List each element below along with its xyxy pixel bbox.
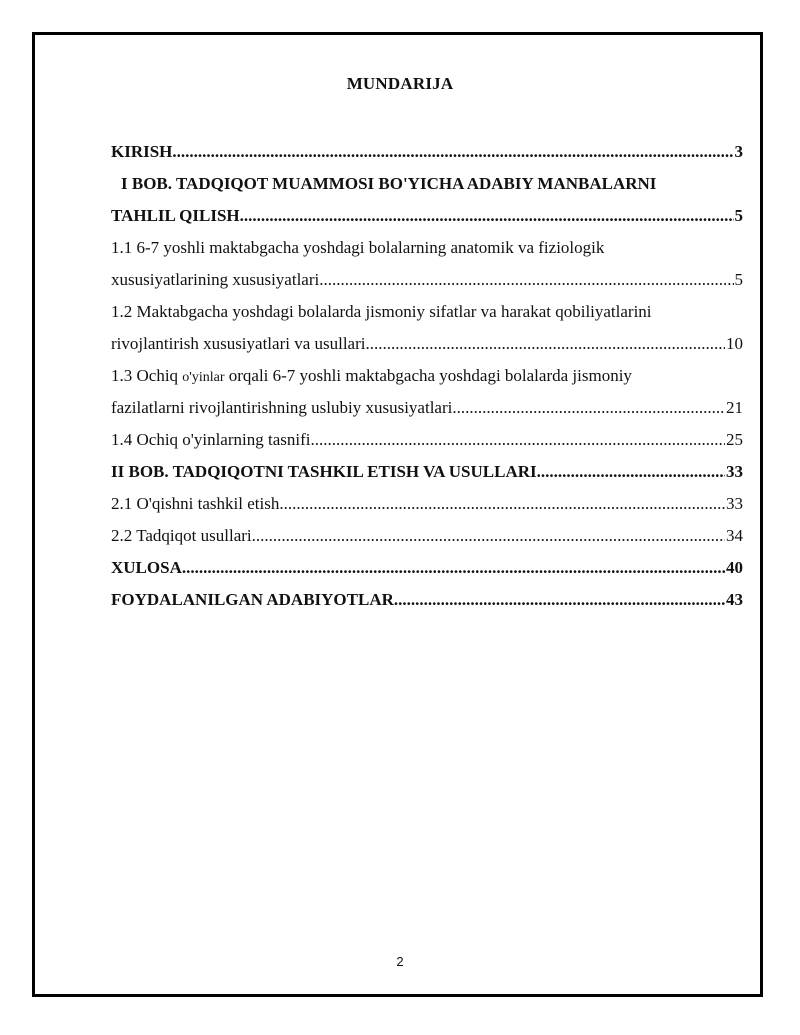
toc-entry-page: 21 <box>726 398 743 417</box>
toc-entry-page: 3 <box>734 142 743 161</box>
toc-entry-page: 40 <box>726 558 743 577</box>
page-number: 2 <box>396 954 404 969</box>
toc-entry-page: 5 <box>734 270 743 289</box>
toc-entry-label: fazilatlarni rivojlantirishning uslubiy xususiyatlari <box>111 398 453 417</box>
toc-entry-1-4[interactable] <box>111 424 743 456</box>
toc-entry-label: xususiyatlarining xususiyatlari <box>111 270 320 289</box>
toc-entry-label: KIRISH <box>111 142 173 161</box>
toc-entry-label: I BOB. TADQIQOT MUAMMOSI BO'YICHA ADABIY MANBALARNI <box>121 174 657 193</box>
toc-entry-label: rivojlantirish xususiyatlari va usullari <box>111 334 366 353</box>
toc-entry-page: 34 <box>726 526 743 545</box>
dot-leader <box>366 328 726 360</box>
toc-entry-page: 25 <box>726 430 743 449</box>
toc-entry-label-small: o'yinlar <box>182 370 225 385</box>
dot-leader <box>452 392 725 424</box>
toc-entry-xulosa[interactable] <box>111 552 743 584</box>
toc-entry-2-1[interactable] <box>111 488 743 520</box>
toc-title: MUNDARIJA <box>346 74 454 93</box>
toc-entry-page: 33 <box>726 462 743 481</box>
toc-entry-1-3-line2[interactable] <box>111 392 743 424</box>
toc-entry-1-2-line2[interactable] <box>111 328 743 360</box>
dot-leader <box>310 424 725 456</box>
toc-entry-page: 10 <box>726 334 743 353</box>
toc-entry-kirish[interactable] <box>111 136 743 168</box>
toc-entry-label: 1.4 Ochiq o'yinlarning tasnifi <box>111 430 311 449</box>
toc-entry-2-2[interactable] <box>111 520 743 552</box>
toc-entry-label: XULOSA <box>111 558 182 577</box>
toc-entry-adabiyotlar[interactable] <box>111 584 743 616</box>
toc-entry-page: 43 <box>726 590 743 609</box>
dot-leader <box>252 520 725 552</box>
toc-entry-label: 2.2 Tadqiqot usullari <box>111 526 252 545</box>
toc-entry-label <box>111 360 632 394</box>
toc-entry-1-1-line2[interactable] <box>111 264 743 296</box>
toc-entry-label-pre: 1.3 Ochiq <box>111 366 183 385</box>
dot-leader <box>279 488 725 520</box>
toc-entry-label: 1.1 6-7 yoshli maktabgacha yoshdagi bolalarning anatomik va fiziologik <box>111 238 605 257</box>
toc-entry-label: 1.2 Maktabgacha yoshdagi bolalarda jismoniy sifatlar va harakat qobiliyatlarini <box>111 302 652 321</box>
toc-entry-label: II BOB. TADQIQOTNI TASHKIL ETISH VA USULLARI <box>111 462 537 481</box>
dot-leader <box>240 200 734 232</box>
toc-entry-bob1-line1[interactable] <box>111 168 743 200</box>
toc-entry-bob2[interactable] <box>111 456 743 488</box>
toc-entry-label: FOYDALANILGAN ADABIYOTLAR <box>111 590 394 609</box>
toc-entry-1-1-line1[interactable] <box>111 232 743 264</box>
toc-entry-1-2-line1[interactable] <box>111 296 743 328</box>
toc-entry-bob1-line2[interactable] <box>111 200 743 232</box>
toc-entry-label-post: orqali 6-7 yoshli maktabgacha yoshdagi bolalarda jismoniy <box>224 366 632 385</box>
dot-leader <box>172 136 733 168</box>
dot-leader <box>319 264 733 296</box>
dot-leader <box>537 456 725 488</box>
toc-entry-label: TAHLIL QILISH <box>111 206 240 225</box>
toc-entry-1-3-line1[interactable] <box>111 360 743 392</box>
dot-leader <box>394 584 725 616</box>
toc-entry-label: 2.1 O'qishni tashkil etish <box>111 494 280 513</box>
toc-entry-page: 33 <box>726 494 743 513</box>
toc-entry-page: 5 <box>734 206 743 225</box>
dot-leader <box>182 552 725 584</box>
table-of-contents <box>111 136 743 616</box>
